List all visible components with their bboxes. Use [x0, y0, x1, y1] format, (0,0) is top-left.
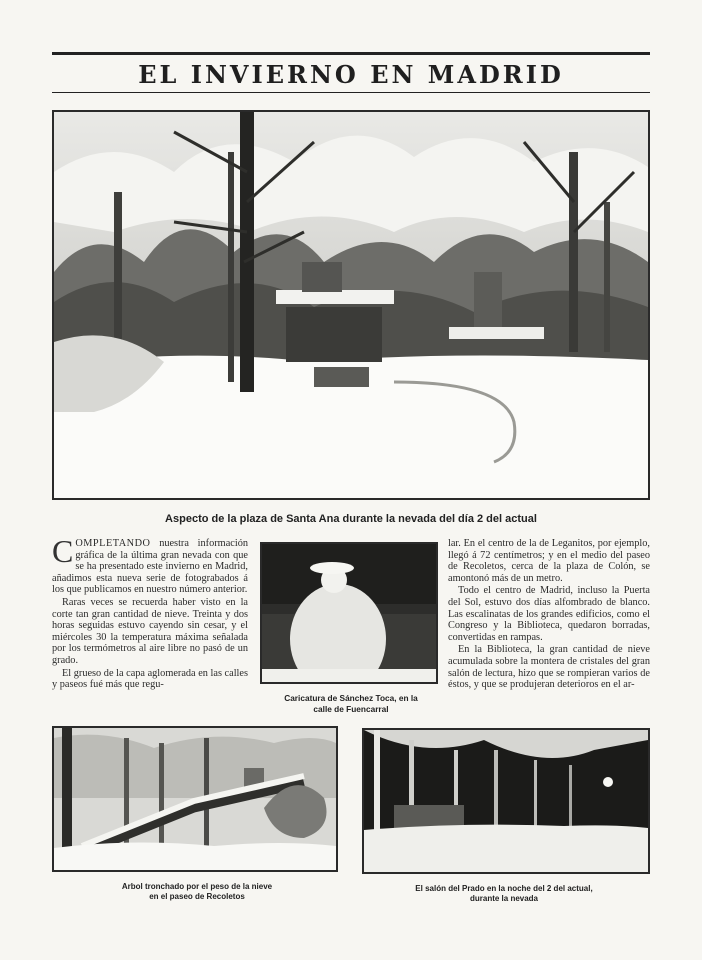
article-column-left	[52, 533, 248, 692]
article-paragraph-5: Todo el centro de Madrid, incluso la Puerta del Sol, estuvo dos días alfombrado de blanco. Las escalinatas de los grandes edificios, como el Congreso y la Biblioteca, quedaron borradas, convertidas en rampas.	[448, 585, 650, 643]
caption-prado-line-1: El salón del Prado en la noche del 2 del actual,	[415, 884, 593, 893]
caption-caricature-line-1: Caricatura de Sánchez Toca, en la	[284, 693, 418, 703]
fallen-tree-illustration	[54, 728, 336, 870]
caption-fallen-tree	[52, 882, 342, 902]
caption-prado	[356, 884, 652, 904]
photo-salon-del-prado-night	[362, 728, 650, 874]
caption-main-photo: Aspecto de la plaza de Santa Ana durante la nevada del día 2 del actual	[165, 513, 537, 525]
caption-fallen-tree-line-1: Arbol tronchado por el peso de la nieve	[121, 882, 273, 891]
headline-underline	[52, 92, 650, 93]
article-paragraph-2: Raras veces se recuerda haber visto en la corte tan gran cantidad de nieve. Treinta y dos horas seguidas estuvo cayendo sin cesar, y el miércoles 30 la temperatura máxima señalada por los termómetros al aire libre no pasó de un grado.	[52, 596, 248, 666]
article-paragraph-3: El grueso de la capa aglomerada en las calles y paseos fué más que regu-	[52, 667, 248, 691]
photo-fallen-tree-recoletos	[52, 726, 338, 872]
photo-plaza-santa-ana	[52, 110, 650, 500]
prado-night-illustration	[364, 730, 648, 872]
paragraph-1-text: nuestra información gráfica de la última gran nevada con que se ha presentado este invierno en Madrid, añadimos esta nueva serie de fotograbados á los que publicamos en nuestro número anterior.	[52, 538, 248, 596]
caption-fallen-tree-line-2: en el paseo de Recoletos	[149, 892, 245, 901]
article-paragraph-1	[52, 533, 248, 596]
snowy-plaza-illustration	[54, 112, 648, 498]
article-paragraph-4: lar. En el centro de la de Leganitos, por ejemplo, llegó á 72 centímetros; y en el medio del paseo de Recoletos, cerca de la plaza de Colón, se amontonó más de un metro.	[448, 538, 650, 584]
lead-smallcaps: OMPLETANDO	[75, 538, 151, 549]
photo-caricature-sanchez-toca	[260, 542, 438, 684]
caption-caricature	[262, 693, 440, 715]
headline: EL INVIERNO EN MADRID	[138, 60, 564, 89]
top-rule	[52, 52, 650, 55]
article-column-right	[448, 538, 650, 692]
caption-caricature-line-2: calle de Fuencarral	[313, 704, 389, 714]
dropcap: C	[52, 533, 74, 569]
article-paragraph-6: En la Biblioteca, la gran cantidad de nieve acumulada sobre la montera de cristales del gran salón de lectura, hizo que se rompieran varios de éstos, y que se produjeran deterioros en el ar-	[448, 644, 650, 691]
caricature-illustration	[262, 544, 436, 682]
caption-prado-line-2: durante la nevada	[469, 894, 539, 903]
